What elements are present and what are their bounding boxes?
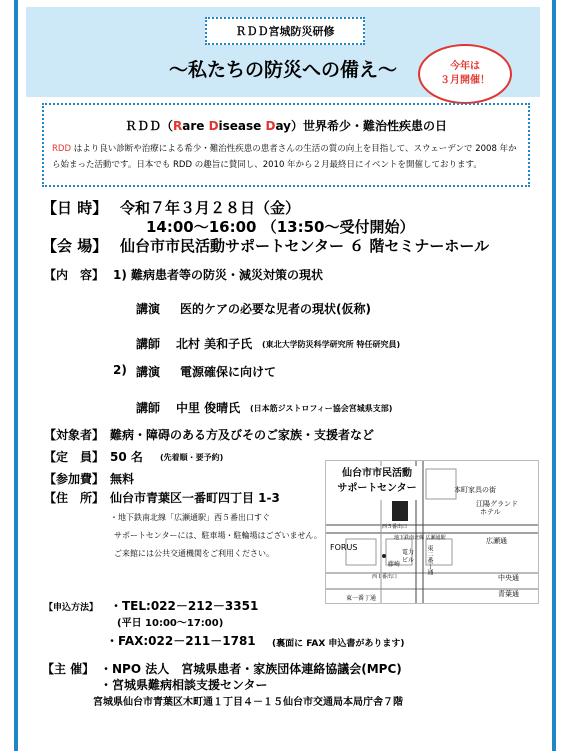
map-label-hotel1: 江陽グランド (476, 500, 518, 508)
map-label-denryoku2: ビル (402, 557, 415, 564)
fee-label: 【参加費】 (44, 472, 105, 486)
map-label-honcho: 本町家具の街 (454, 486, 496, 494)
date-value: 令和７年３月２８日（金） (120, 199, 301, 217)
map-venue-title (332, 466, 422, 500)
left-border (14, 0, 18, 751)
capacity-value: 50 名 (110, 450, 143, 464)
map-label-chuo: 中央通 (498, 574, 519, 582)
series-label: ＲＤＤ宮城防災研修 (205, 17, 365, 45)
map-venue-title-line1: 仙台市市民活動 (342, 468, 412, 479)
content-label: 【内 容】 (44, 268, 105, 282)
speaker2-affiliation: (日本筋ジストロフィー協会宮城県支部) (250, 404, 393, 413)
fax-note: (裏面に FAX 申込書があります) (272, 639, 405, 649)
tel-number: ・TEL:022－212－3351 (110, 599, 259, 613)
lecture2-label: 講演 (136, 365, 161, 379)
map-label-hotel2: ホテル (480, 508, 501, 516)
fee-value: 無料 (110, 472, 135, 486)
map-label-subway: 地下鉄南北線 広瀬通駅 (394, 535, 446, 541)
time-value: 14:00～16:00 （13:50～受付開始） (146, 218, 415, 236)
map-label-aoba: 青葉通 (498, 590, 519, 598)
access-map (325, 460, 539, 604)
parking-note: サポートセンターには、駐車場・駐輪場はございません。 (114, 531, 322, 540)
lecture2-title: 電源確保に向けて (180, 365, 277, 379)
venue-label: 【会 場】 (42, 237, 108, 255)
transit-note: ご来館には公共交通機関をご利用ください。 (114, 549, 274, 558)
map-venue-title-line2: サポートセンター (337, 483, 417, 494)
application-label: 【申込方法】 (44, 603, 99, 613)
map-label-hirose: 広瀬通 (486, 537, 507, 545)
badge-line2: ３月開催！ (440, 75, 490, 86)
map-label-forus: FORUS (330, 543, 358, 552)
date-label: 【日 時】 (42, 199, 108, 217)
map-label-exit2: 西１番出口 (372, 574, 398, 580)
capacity-note: (先着順・要予約) (160, 453, 224, 462)
organizer-label: 【主 催】 (42, 662, 95, 676)
venue-building (392, 501, 408, 521)
rdd-description-box (42, 103, 530, 187)
organizer-address: 宮城県仙台市青葉区木町通１丁目４－１５仙台市交通局本局庁舎７階 (93, 697, 403, 708)
speaker2-name: 中里 俊晴氏 (176, 401, 241, 415)
map-label-denryoku1: 電力 (402, 549, 415, 556)
map-label-fujisaki: 藤崎 (388, 561, 401, 568)
march-badge (418, 44, 512, 104)
content-item1: 1) 難病患者等の防災・減災対策の現状 (113, 268, 324, 282)
fax-number: ・FAX:022－211－1781 (106, 634, 256, 648)
right-border (552, 0, 556, 751)
speaker1-name: 北村 美和子氏 (176, 337, 253, 351)
target-value: 難病・障碍のある方及びそのご家族・支援者など (110, 428, 375, 442)
rdd-title: ＲＤＤ（Rare Disease Day）世界希少・難治性疾患の日 (124, 119, 448, 133)
speaker1-affiliation: (東北大学防災科学研究所 特任研究員) (262, 340, 401, 349)
map-label-higashi1: 東一番丁通 (346, 595, 377, 602)
lecture1-label: 講演 (136, 302, 161, 316)
capacity-label: 【定 員】 (44, 450, 105, 464)
speaker1-label: 講師 (136, 337, 161, 351)
address-label: 【住 所】 (44, 491, 105, 505)
tel-hours: (平日 10:00～17:00) (117, 618, 224, 629)
item2-number: 2) (113, 363, 127, 377)
main-title: ～私たちの防災への備え～ (168, 59, 397, 81)
fujisaki-marker (382, 554, 386, 558)
target-label: 【対象者】 (44, 428, 105, 442)
rdd-description: RDD はより良い診断や治療による希少・難治性疾患の患者さんの生活の質の向上を目指して、スウェーデンで 2008 年から始まった活動です。日本でも RDD の趣旨に賛同し、2010 年から２月最終日にイベントを開催しております。 (52, 144, 517, 170)
block1 (426, 469, 456, 499)
access-info: ・地下鉄南北線「広瀬通駅」西５番出口すぐ (110, 513, 270, 522)
organizer-center: ・宮城県難病相談支援センター (100, 678, 268, 692)
speaker2-label: 講師 (136, 401, 161, 415)
venue-value: 仙台市市民活動サポートセンター ６ 階セミナーホール (120, 237, 490, 255)
organizer-mpc: ・NPO 法人 宮城県患者・家族団体連絡協議会(MPC) (100, 662, 402, 676)
badge-line1: 今年は (450, 61, 480, 72)
lecture1-title: 医的ケアの必要な児者の現状(仮称) (180, 302, 371, 316)
map-label-exit: 西５番出口 (382, 524, 408, 530)
address-value: 仙台市青葉区一番町四丁目 1-3 (110, 491, 280, 505)
map-label-higashi2: 東二番丁通 (426, 545, 433, 575)
